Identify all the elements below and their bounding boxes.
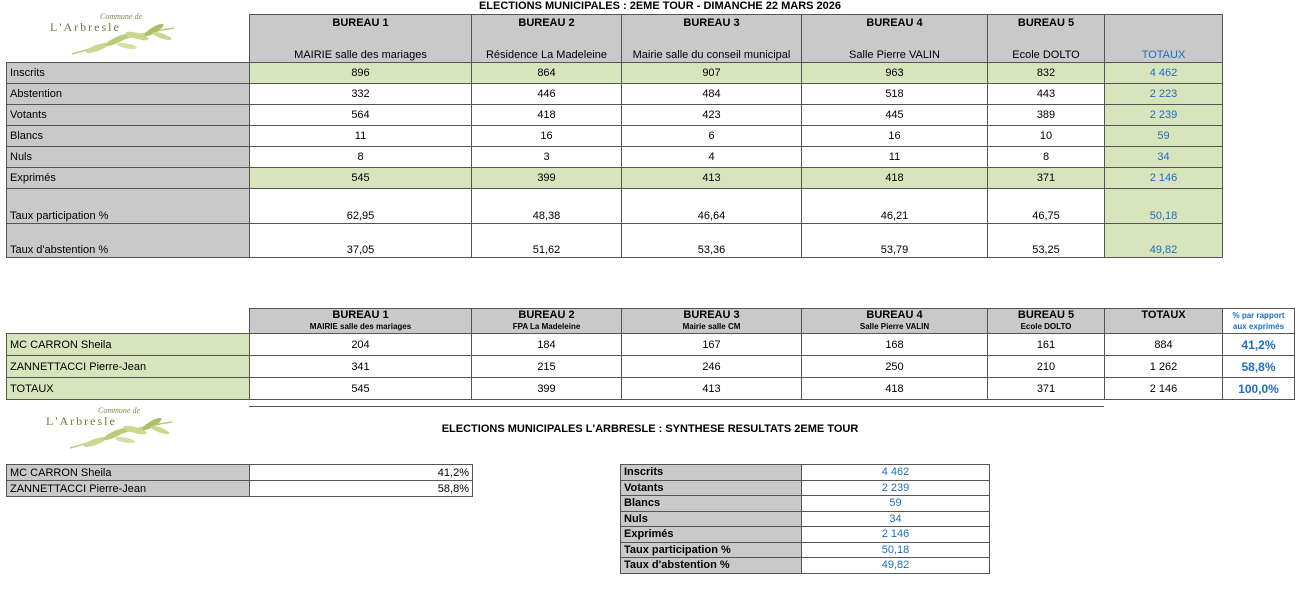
table-row: Votants 2 239 bbox=[621, 480, 990, 496]
synthesis-candidates-table bbox=[6, 464, 473, 497]
table2-bureau-header: BUREAU 4 Salle Pierre VALIN bbox=[802, 309, 988, 334]
table-row: MC CARRON Sheila 41,2% bbox=[7, 465, 473, 481]
logo-town-name: L'Arbresle bbox=[46, 414, 117, 428]
table-row: Abstention 332 446 484 518 443 2 223 bbox=[7, 84, 1223, 105]
table-row: Exprimés 545 399 413 418 371 2 146 bbox=[7, 168, 1223, 189]
table2-bureau-header: BUREAU 5 Ecole DOLTO bbox=[988, 309, 1105, 334]
logo-commune-text: Commune de bbox=[100, 12, 142, 21]
table2-header-row bbox=[7, 309, 1295, 334]
table-row: ZANNETTACCI Pierre-Jean 341 215 246 250 210 1 262 58,8% bbox=[7, 356, 1295, 378]
synthesis-stats-table bbox=[620, 464, 990, 574]
logo-town-name: L'Arbresle bbox=[50, 20, 121, 34]
table1-bureau-header: BUREAU 2 Résidence La Madeleine bbox=[472, 15, 622, 63]
table-row: Taux participation % 62,95 48,38 46,64 46,21 46,75 50,18 bbox=[7, 189, 1223, 224]
logo-commune-text: Commune de bbox=[98, 406, 140, 415]
table-row: Exprimés 2 146 bbox=[621, 527, 990, 543]
results-by-bureau-table bbox=[6, 14, 1223, 258]
table1-bureau-header: BUREAU 5 Ecole DOLTO bbox=[988, 15, 1105, 63]
table2-bureau-header: BUREAU 3 Mairie salle CM bbox=[622, 309, 802, 334]
table-row: Nuls 34 bbox=[621, 511, 990, 527]
table1-totals-header: TOTAUX bbox=[1105, 15, 1223, 63]
table-row: MC CARRON Sheila 204 184 167 168 161 884 41,2% bbox=[7, 334, 1295, 356]
synthesis-title: ELECTIONS MUNICIPALES L'ARBRESLE : SYNTHESE RESULTATS 2EME TOUR bbox=[441, 423, 859, 435]
table1-bureau-header: BUREAU 4 Salle Pierre VALIN bbox=[802, 15, 988, 63]
commune-logo bbox=[0, 404, 175, 452]
table1-bureau-header: BUREAU 1 MAIRIE salle des mariages bbox=[250, 15, 472, 63]
section-divider bbox=[249, 406, 1104, 407]
page-title: ELECTIONS MUNICIPALES : 2EME TOUR - DIMANCHE 22 MARS 2026 bbox=[478, 0, 842, 12]
table1-bureau-header: BUREAU 3 Mairie salle du conseil municipal bbox=[622, 15, 802, 63]
candidate-results-table bbox=[6, 308, 1295, 400]
table-row: Taux participation % 50,18 bbox=[621, 542, 990, 558]
table-row: Nuls 8 3 4 11 8 34 bbox=[7, 147, 1223, 168]
table-row: Inscrits 896 864 907 963 832 4 462 bbox=[7, 63, 1223, 84]
table-row: Votants 564 418 423 445 389 2 239 bbox=[7, 105, 1223, 126]
table-row: Taux d'abstention % 37,05 51,62 53,36 53,79 53,25 49,82 bbox=[7, 224, 1223, 258]
table2-pct-header: % par rapport aux exprimés bbox=[1223, 309, 1295, 334]
table-row: Inscrits 4 462 bbox=[621, 465, 990, 481]
table2-totals-header: TOTAUX bbox=[1105, 309, 1223, 334]
table2-bureau-header: BUREAU 1 MAIRIE salle des mariages bbox=[250, 309, 472, 334]
table1-header-row bbox=[7, 15, 1223, 63]
table-row: TOTAUX 545 399 413 418 371 2 146 100,0% bbox=[7, 378, 1295, 400]
table-row: Blancs 59 bbox=[621, 496, 990, 512]
table2-bureau-header: BUREAU 2 FPA La Madeleine bbox=[472, 309, 622, 334]
table-row: Taux d'abstention % 49,82 bbox=[621, 558, 990, 574]
table-row: Blancs 11 16 6 16 10 59 bbox=[7, 126, 1223, 147]
table-row: ZANNETTACCI Pierre-Jean 58,8% bbox=[7, 481, 473, 497]
